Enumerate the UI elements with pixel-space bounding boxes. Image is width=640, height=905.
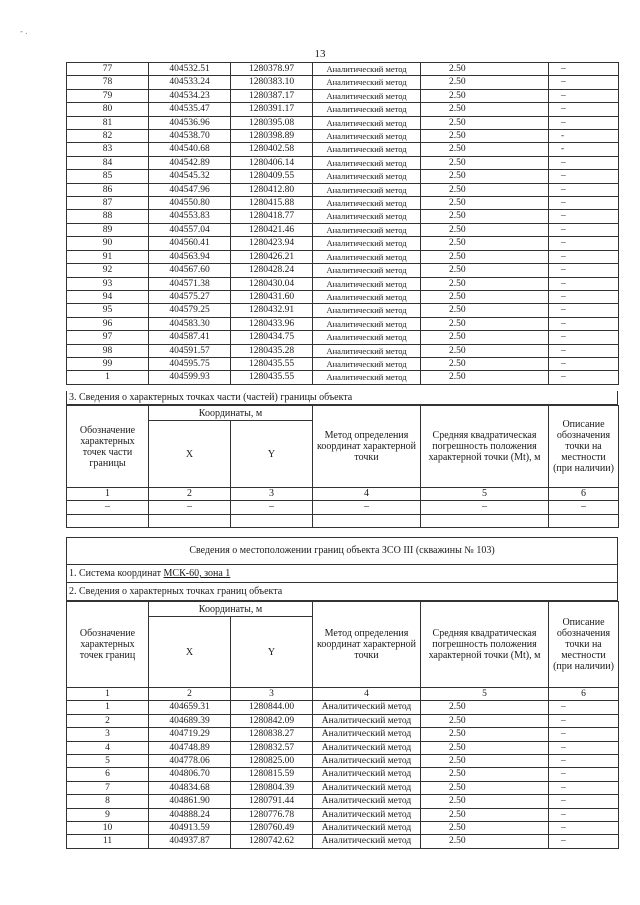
accuracy-cell: 2.50 <box>421 63 549 76</box>
table-row <box>67 290 619 303</box>
y-coord-cell: 1280387.17 <box>231 89 313 102</box>
empty-cell-5: – <box>421 501 549 514</box>
y-coord-cell: 1280415.88 <box>231 197 313 210</box>
x-coord-cell: 404689.39 <box>149 714 231 727</box>
header-accuracy: Средняя квадратическая погрешность положения характерной точки (Mt), м <box>421 406 549 488</box>
x-coord-cell: 404806.70 <box>149 768 231 781</box>
accuracy-cell: 2.50 <box>421 116 549 129</box>
y-coord-cell: 1280776.78 <box>231 808 313 821</box>
point-number-cell: 79 <box>67 89 149 102</box>
method-cell: Аналитический метод <box>313 250 421 263</box>
y-coord-cell: 1280760.49 <box>231 822 313 835</box>
table-row <box>67 741 619 754</box>
point-number-cell: 85 <box>67 170 149 183</box>
header-x: X <box>149 421 231 488</box>
x-coord-cell: 404599.93 <box>149 371 231 384</box>
y-coord-cell: 1280434.75 <box>231 331 313 344</box>
point-number-cell: 1 <box>67 701 149 714</box>
description-cell: – <box>549 714 619 727</box>
x-coord-cell: 404532.51 <box>149 63 231 76</box>
description-cell: – <box>549 290 619 303</box>
point-number-cell: 11 <box>67 835 149 848</box>
accuracy-cell: 2.50 <box>421 741 549 754</box>
x-coord-cell: 404533.24 <box>149 76 231 89</box>
accuracy-cell: 2.50 <box>421 237 549 250</box>
table-row <box>67 197 619 210</box>
method-cell: Аналитический метод <box>313 357 421 370</box>
header-description: Описание обозначения точки на местности (при наличии) <box>549 602 619 688</box>
x-coord-cell: 404659.31 <box>149 701 231 714</box>
object-boundary-block <box>66 537 618 601</box>
description-cell: - <box>549 143 619 156</box>
x-coord-cell: 404550.80 <box>149 197 231 210</box>
table-row <box>67 250 619 263</box>
accuracy-cell: 2.50 <box>421 304 549 317</box>
y-coord-cell: 1280395.08 <box>231 116 313 129</box>
x-coord-cell: 404560.41 <box>149 237 231 250</box>
accuracy-cell: 2.50 <box>421 197 549 210</box>
description-cell: – <box>549 795 619 808</box>
table-row <box>67 264 619 277</box>
y-coord-cell: 1280409.55 <box>231 170 313 183</box>
point-number-cell: 8 <box>67 795 149 808</box>
column-number-5: 5 <box>421 688 549 701</box>
point-number-cell: 83 <box>67 143 149 156</box>
table-row <box>67 371 619 384</box>
accuracy-cell: 2.50 <box>421 143 549 156</box>
accuracy-cell: 2.50 <box>421 795 549 808</box>
y-coord-cell: 1280842.09 <box>231 714 313 727</box>
accuracy-cell: 2.50 <box>421 344 549 357</box>
boundary-header-row <box>67 602 619 617</box>
y-coord-cell: 1280398.89 <box>231 130 313 143</box>
y-coord-cell: 1280421.46 <box>231 223 313 236</box>
x-coord-cell: 404937.87 <box>149 835 231 848</box>
y-coord-cell: 1280804.39 <box>231 781 313 794</box>
accuracy-cell: 2.50 <box>421 264 549 277</box>
column-number-1: 1 <box>67 488 149 501</box>
method-cell: Аналитический метод <box>313 741 421 754</box>
accuracy-cell: 2.50 <box>421 103 549 116</box>
empty-cell-2: – <box>149 501 231 514</box>
parts-column-numbers <box>67 488 619 501</box>
x-coord-cell: 404538.70 <box>149 130 231 143</box>
column-number-6: 6 <box>549 488 619 501</box>
parts-header-row <box>67 406 619 421</box>
description-cell: – <box>549 197 619 210</box>
table-row <box>67 103 619 116</box>
description-cell: – <box>549 808 619 821</box>
header-y: Y <box>231 421 313 488</box>
method-cell: Аналитический метод <box>313 835 421 848</box>
point-number-cell: 95 <box>67 304 149 317</box>
description-cell: – <box>549 183 619 196</box>
x-coord-cell: 404545.32 <box>149 170 231 183</box>
column-number-3: 3 <box>231 688 313 701</box>
accuracy-cell: 2.50 <box>421 210 549 223</box>
method-cell: Аналитический метод <box>313 183 421 196</box>
table-row <box>67 143 619 156</box>
point-number-cell: 4 <box>67 741 149 754</box>
points-section-title: 2. Сведения о характерных точках границ объекта <box>66 583 618 601</box>
description-cell: – <box>549 741 619 754</box>
table-row <box>67 304 619 317</box>
y-coord-cell: 1280426.21 <box>231 250 313 263</box>
description-cell: – <box>549 822 619 835</box>
empty-cell-1: – <box>67 501 149 514</box>
accuracy-cell: 2.50 <box>421 728 549 741</box>
column-number-4: 4 <box>313 488 421 501</box>
method-cell: Аналитический метод <box>313 795 421 808</box>
method-cell: Аналитический метод <box>313 143 421 156</box>
table-row <box>67 156 619 169</box>
point-number-cell: 86 <box>67 183 149 196</box>
x-coord-cell: 404748.89 <box>149 741 231 754</box>
table-row <box>67 357 619 370</box>
description-cell: – <box>549 768 619 781</box>
table-row <box>67 223 619 236</box>
accuracy-cell: 2.50 <box>421 130 549 143</box>
x-coord-cell: 404536.96 <box>149 116 231 129</box>
method-cell: Аналитический метод <box>313 156 421 169</box>
accuracy-cell: 2.50 <box>421 781 549 794</box>
method-cell: Аналитический метод <box>313 116 421 129</box>
y-coord-cell: 1280383.10 <box>231 76 313 89</box>
accuracy-cell: 2.50 <box>421 357 549 370</box>
description-cell: – <box>549 317 619 330</box>
accuracy-cell: 2.50 <box>421 183 549 196</box>
table-row <box>67 728 619 741</box>
column-number-6: 6 <box>549 688 619 701</box>
accuracy-cell: 2.50 <box>421 755 549 768</box>
table-row <box>67 822 619 835</box>
header-designation: Обозначение характерных точек части границы <box>67 406 149 488</box>
y-coord-cell: 1280412.80 <box>231 183 313 196</box>
description-cell: – <box>549 237 619 250</box>
point-number-cell: 92 <box>67 264 149 277</box>
x-coord-cell: 404595.75 <box>149 357 231 370</box>
accuracy-cell: 2.50 <box>421 808 549 821</box>
description-cell: – <box>549 277 619 290</box>
parts-blank-row <box>67 514 619 527</box>
column-number-2: 2 <box>149 488 231 501</box>
description-cell: – <box>549 264 619 277</box>
point-number-cell: 91 <box>67 250 149 263</box>
method-cell: Аналитический метод <box>313 714 421 727</box>
method-cell: Аналитический метод <box>313 728 421 741</box>
description-cell: - <box>549 130 619 143</box>
description-cell: – <box>549 103 619 116</box>
point-number-cell: 1 <box>67 371 149 384</box>
header-method: Метод определения координат характерной точки <box>313 602 421 688</box>
boundary-column-numbers <box>67 688 619 701</box>
empty-cell-3: – <box>231 501 313 514</box>
accuracy-cell: 2.50 <box>421 156 549 169</box>
accuracy-cell: 2.50 <box>421 223 549 236</box>
page-number: 13 <box>314 48 326 60</box>
point-number-cell: 5 <box>67 755 149 768</box>
point-number-cell: 99 <box>67 357 149 370</box>
points-table-continued <box>66 62 619 385</box>
description-cell: – <box>549 63 619 76</box>
description-cell: – <box>549 701 619 714</box>
y-coord-cell: 1280742.62 <box>231 835 313 848</box>
accuracy-cell: 2.50 <box>421 701 549 714</box>
table-row <box>67 331 619 344</box>
block-title: Сведения о местоположении границ объекта ЗСО III (скважины № 103) <box>66 537 618 565</box>
x-coord-cell: 404834.68 <box>149 781 231 794</box>
point-number-cell: 77 <box>67 63 149 76</box>
accuracy-cell: 2.50 <box>421 277 549 290</box>
x-coord-cell: 404547.96 <box>149 183 231 196</box>
table-row <box>67 116 619 129</box>
method-cell: Аналитический метод <box>313 237 421 250</box>
table-row <box>67 89 619 102</box>
method-cell: Аналитический метод <box>313 89 421 102</box>
x-coord-cell: 404557.04 <box>149 223 231 236</box>
accuracy-cell: 2.50 <box>421 317 549 330</box>
table-row <box>67 210 619 223</box>
x-coord-cell: 404583.30 <box>149 317 231 330</box>
method-cell: Аналитический метод <box>313 331 421 344</box>
point-number-cell: 90 <box>67 237 149 250</box>
y-coord-cell: 1280832.57 <box>231 741 313 754</box>
description-cell: – <box>549 210 619 223</box>
section3-title: 3. Сведения о характерных точках части (частей) границы объекта <box>66 391 618 405</box>
scan-marks: - . <box>20 26 28 36</box>
table-row <box>67 781 619 794</box>
point-number-cell: 94 <box>67 290 149 303</box>
method-cell: Аналитический метод <box>313 264 421 277</box>
description-cell: – <box>549 170 619 183</box>
x-coord-cell: 404913.59 <box>149 822 231 835</box>
x-coord-cell: 404571.38 <box>149 277 231 290</box>
x-coord-cell: 404563.94 <box>149 250 231 263</box>
point-number-cell: 93 <box>67 277 149 290</box>
table-row <box>67 795 619 808</box>
method-cell: Аналитический метод <box>313 304 421 317</box>
table-row <box>67 344 619 357</box>
x-coord-cell: 404535.47 <box>149 103 231 116</box>
description-cell: – <box>549 156 619 169</box>
table-row <box>67 701 619 714</box>
point-number-cell: 81 <box>67 116 149 129</box>
accuracy-cell: 2.50 <box>421 170 549 183</box>
x-coord-cell: 404567.60 <box>149 264 231 277</box>
table-row <box>67 714 619 727</box>
method-cell: Аналитический метод <box>313 344 421 357</box>
point-number-cell: 82 <box>67 130 149 143</box>
method-cell: Аналитический метод <box>313 768 421 781</box>
accuracy-cell: 2.50 <box>421 76 549 89</box>
accuracy-cell: 2.50 <box>421 768 549 781</box>
header-coords: Координаты, м <box>149 406 313 421</box>
description-cell: – <box>549 344 619 357</box>
y-coord-cell: 1280815.59 <box>231 768 313 781</box>
column-number-4: 4 <box>313 688 421 701</box>
y-coord-cell: 1280402.58 <box>231 143 313 156</box>
accuracy-cell: 2.50 <box>421 89 549 102</box>
table-row <box>67 63 619 76</box>
table-row <box>67 768 619 781</box>
y-coord-cell: 1280432.91 <box>231 304 313 317</box>
y-coord-cell: 1280791.44 <box>231 795 313 808</box>
coordinate-system <box>66 565 618 583</box>
x-coord-cell: 404540.68 <box>149 143 231 156</box>
x-coord-cell: 404579.25 <box>149 304 231 317</box>
point-number-cell: 98 <box>67 344 149 357</box>
column-number-3: 3 <box>231 488 313 501</box>
table-row <box>67 835 619 848</box>
parts-points-table <box>66 405 619 528</box>
description-cell: – <box>549 371 619 384</box>
table-row <box>67 130 619 143</box>
description-cell: – <box>549 755 619 768</box>
method-cell: Аналитический метод <box>313 822 421 835</box>
coordinate-system-value: МСК-60, зона 1 <box>163 568 231 579</box>
x-coord-cell: 404587.41 <box>149 331 231 344</box>
accuracy-cell: 2.50 <box>421 290 549 303</box>
accuracy-cell: 2.50 <box>421 835 549 848</box>
point-number-cell: 84 <box>67 156 149 169</box>
table-row <box>67 183 619 196</box>
parts-empty-row <box>67 501 619 514</box>
y-coord-cell: 1280418.77 <box>231 210 313 223</box>
method-cell: Аналитический метод <box>313 63 421 76</box>
y-coord-cell: 1280428.24 <box>231 264 313 277</box>
x-coord-cell: 404778.06 <box>149 755 231 768</box>
accuracy-cell: 2.50 <box>421 714 549 727</box>
x-coord-cell: 404534.23 <box>149 89 231 102</box>
method-cell: Аналитический метод <box>313 371 421 384</box>
header-coords: Координаты, м <box>149 602 313 617</box>
description-cell: – <box>549 304 619 317</box>
point-number-cell: 80 <box>67 103 149 116</box>
point-number-cell: 6 <box>67 768 149 781</box>
column-number-2: 2 <box>149 688 231 701</box>
column-number-1: 1 <box>67 688 149 701</box>
y-coord-cell: 1280435.28 <box>231 344 313 357</box>
point-number-cell: 9 <box>67 808 149 821</box>
x-coord-cell: 404888.24 <box>149 808 231 821</box>
header-description: Описание обозначения точки на местности (при наличии) <box>549 406 619 488</box>
y-coord-cell: 1280825.00 <box>231 755 313 768</box>
method-cell: Аналитический метод <box>313 781 421 794</box>
table-row <box>67 317 619 330</box>
y-coord-cell: 1280844.00 <box>231 701 313 714</box>
point-number-cell: 7 <box>67 781 149 794</box>
header-y: Y <box>231 617 313 688</box>
boundary-points-body <box>67 701 619 848</box>
description-cell: – <box>549 76 619 89</box>
accuracy-cell: 2.50 <box>421 250 549 263</box>
y-coord-cell: 1280431.60 <box>231 290 313 303</box>
table-row <box>67 170 619 183</box>
point-number-cell: 3 <box>67 728 149 741</box>
method-cell: Аналитический метод <box>313 808 421 821</box>
method-cell: Аналитический метод <box>313 290 421 303</box>
boundary-points-table <box>66 601 619 849</box>
description-cell: – <box>549 223 619 236</box>
accuracy-cell: 2.50 <box>421 331 549 344</box>
method-cell: Аналитический метод <box>313 755 421 768</box>
point-number-cell: 88 <box>67 210 149 223</box>
description-cell: – <box>549 331 619 344</box>
x-coord-cell: 404575.27 <box>149 290 231 303</box>
point-number-cell: 89 <box>67 223 149 236</box>
method-cell: Аналитический метод <box>313 103 421 116</box>
accuracy-cell: 2.50 <box>421 371 549 384</box>
y-coord-cell: 1280406.14 <box>231 156 313 169</box>
x-coord-cell: 404719.29 <box>149 728 231 741</box>
method-cell: Аналитический метод <box>313 277 421 290</box>
y-coord-cell: 1280435.55 <box>231 357 313 370</box>
table-row <box>67 808 619 821</box>
description-cell: – <box>549 250 619 263</box>
point-number-cell: 2 <box>67 714 149 727</box>
y-coord-cell: 1280433.96 <box>231 317 313 330</box>
y-coord-cell: 1280423.94 <box>231 237 313 250</box>
point-number-cell: 97 <box>67 331 149 344</box>
x-coord-cell: 404542.89 <box>149 156 231 169</box>
method-cell: Аналитический метод <box>313 170 421 183</box>
description-cell: – <box>549 835 619 848</box>
points-table-body <box>67 63 619 385</box>
y-coord-cell: 1280391.17 <box>231 103 313 116</box>
table-row <box>67 755 619 768</box>
method-cell: Аналитический метод <box>313 701 421 714</box>
header-x: X <box>149 617 231 688</box>
description-cell: – <box>549 357 619 370</box>
description-cell: – <box>549 728 619 741</box>
description-cell: – <box>549 781 619 794</box>
coordinate-system-prefix: 1. Система координат <box>69 568 164 579</box>
y-coord-cell: 1280435.55 <box>231 371 313 384</box>
description-cell: – <box>549 116 619 129</box>
point-number-cell: 10 <box>67 822 149 835</box>
header-accuracy: Средняя квадратическая погрешность положения характерной точки (Mt), м <box>421 602 549 688</box>
method-cell: Аналитический метод <box>313 210 421 223</box>
column-number-5: 5 <box>421 488 549 501</box>
table-row <box>67 76 619 89</box>
empty-cell-4: – <box>313 501 421 514</box>
y-coord-cell: 1280378.97 <box>231 63 313 76</box>
method-cell: Аналитический метод <box>313 317 421 330</box>
x-coord-cell: 404591.57 <box>149 344 231 357</box>
method-cell: Аналитический метод <box>313 130 421 143</box>
table-row <box>67 237 619 250</box>
method-cell: Аналитический метод <box>313 223 421 236</box>
table-row <box>67 277 619 290</box>
point-number-cell: 78 <box>67 76 149 89</box>
method-cell: Аналитический метод <box>313 197 421 210</box>
y-coord-cell: 1280430.04 <box>231 277 313 290</box>
x-coord-cell: 404861.90 <box>149 795 231 808</box>
header-method: Метод определения координат характерной точки <box>313 406 421 488</box>
accuracy-cell: 2.50 <box>421 822 549 835</box>
empty-cell-6: – <box>549 501 619 514</box>
point-number-cell: 87 <box>67 197 149 210</box>
x-coord-cell: 404553.83 <box>149 210 231 223</box>
description-cell: – <box>549 89 619 102</box>
method-cell: Аналитический метод <box>313 76 421 89</box>
y-coord-cell: 1280838.27 <box>231 728 313 741</box>
point-number-cell: 96 <box>67 317 149 330</box>
header-designation: Обозначение характерных точек границ <box>67 602 149 688</box>
